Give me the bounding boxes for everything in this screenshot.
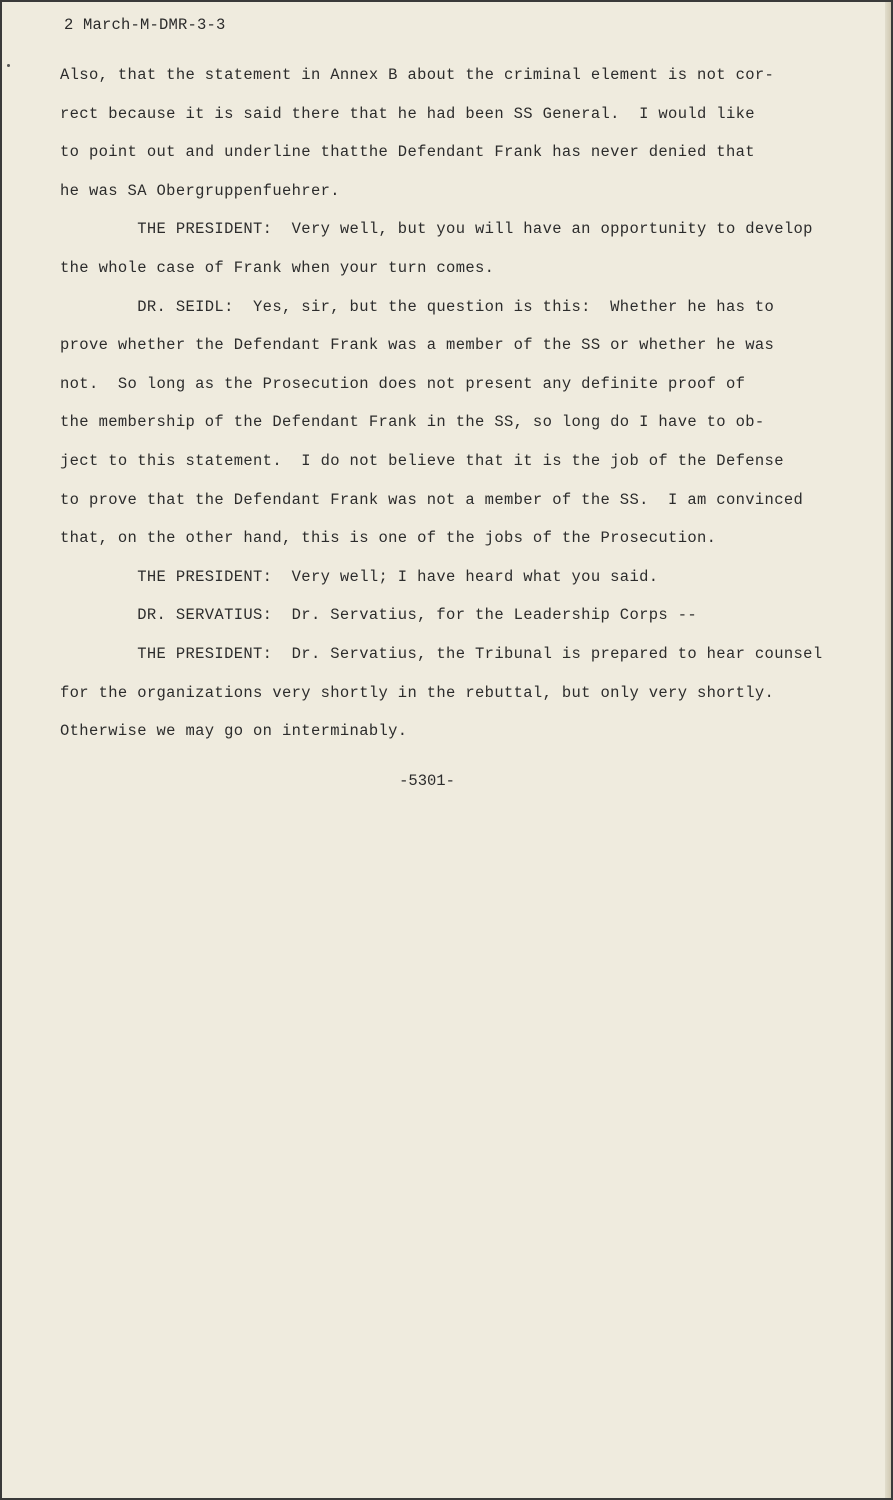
text-line: THE PRESIDENT: Dr. Servatius, the Tribunal is prepared to hear counsel — [60, 644, 823, 663]
text-line: the whole case of Frank when your turn comes. — [60, 258, 495, 277]
text-line: to point out and underline thatthe Defendant Frank has never denied that — [60, 143, 755, 162]
text-line: not. So long as the Prosecution does not present any definite proof of — [60, 374, 746, 393]
text-line: that, on the other hand, this is one of the jobs of the Prosecution. — [60, 529, 717, 548]
text-line: DR. SERVATIUS: Dr. Servatius, for the Leadership Corps -- — [60, 606, 697, 625]
paper-edge — [885, 2, 891, 1500]
page-number: -5301- — [399, 772, 455, 790]
text-line: the membership of the Defendant Frank in the SS, so long do I have to ob- — [60, 413, 765, 432]
text-line: to prove that the Defendant Frank was not a member of the SS. I am convinced — [60, 490, 804, 509]
transcript-body — [60, 56, 823, 751]
margin-mark — [7, 64, 10, 67]
text-line: THE PRESIDENT: Very well; I have heard what you said. — [60, 567, 659, 586]
text-line: DR. SEIDL: Yes, sir, but the question is this: Whether he has to — [60, 297, 775, 316]
text-line: rect because it is said there that he had been SS General. I would like — [60, 104, 755, 123]
text-line: Otherwise we may go on interminably. — [60, 722, 408, 741]
text-line: ject to this statement. I do not believe that it is the job of the Defense — [60, 451, 784, 470]
text-line: THE PRESIDENT: Very well, but you will have an opportunity to develop — [60, 220, 813, 239]
text-line: he was SA Obergruppenfuehrer. — [60, 181, 340, 200]
text-line: prove whether the Defendant Frank was a member of the SS or whether he was — [60, 336, 775, 355]
document-header: 2 March-M-DMR-3-3 — [64, 16, 226, 34]
text-line: Also, that the statement in Annex B about the criminal element is not cor- — [60, 66, 775, 84]
text-line: for the organizations very shortly in the rebuttal, but only very shortly. — [60, 683, 775, 702]
